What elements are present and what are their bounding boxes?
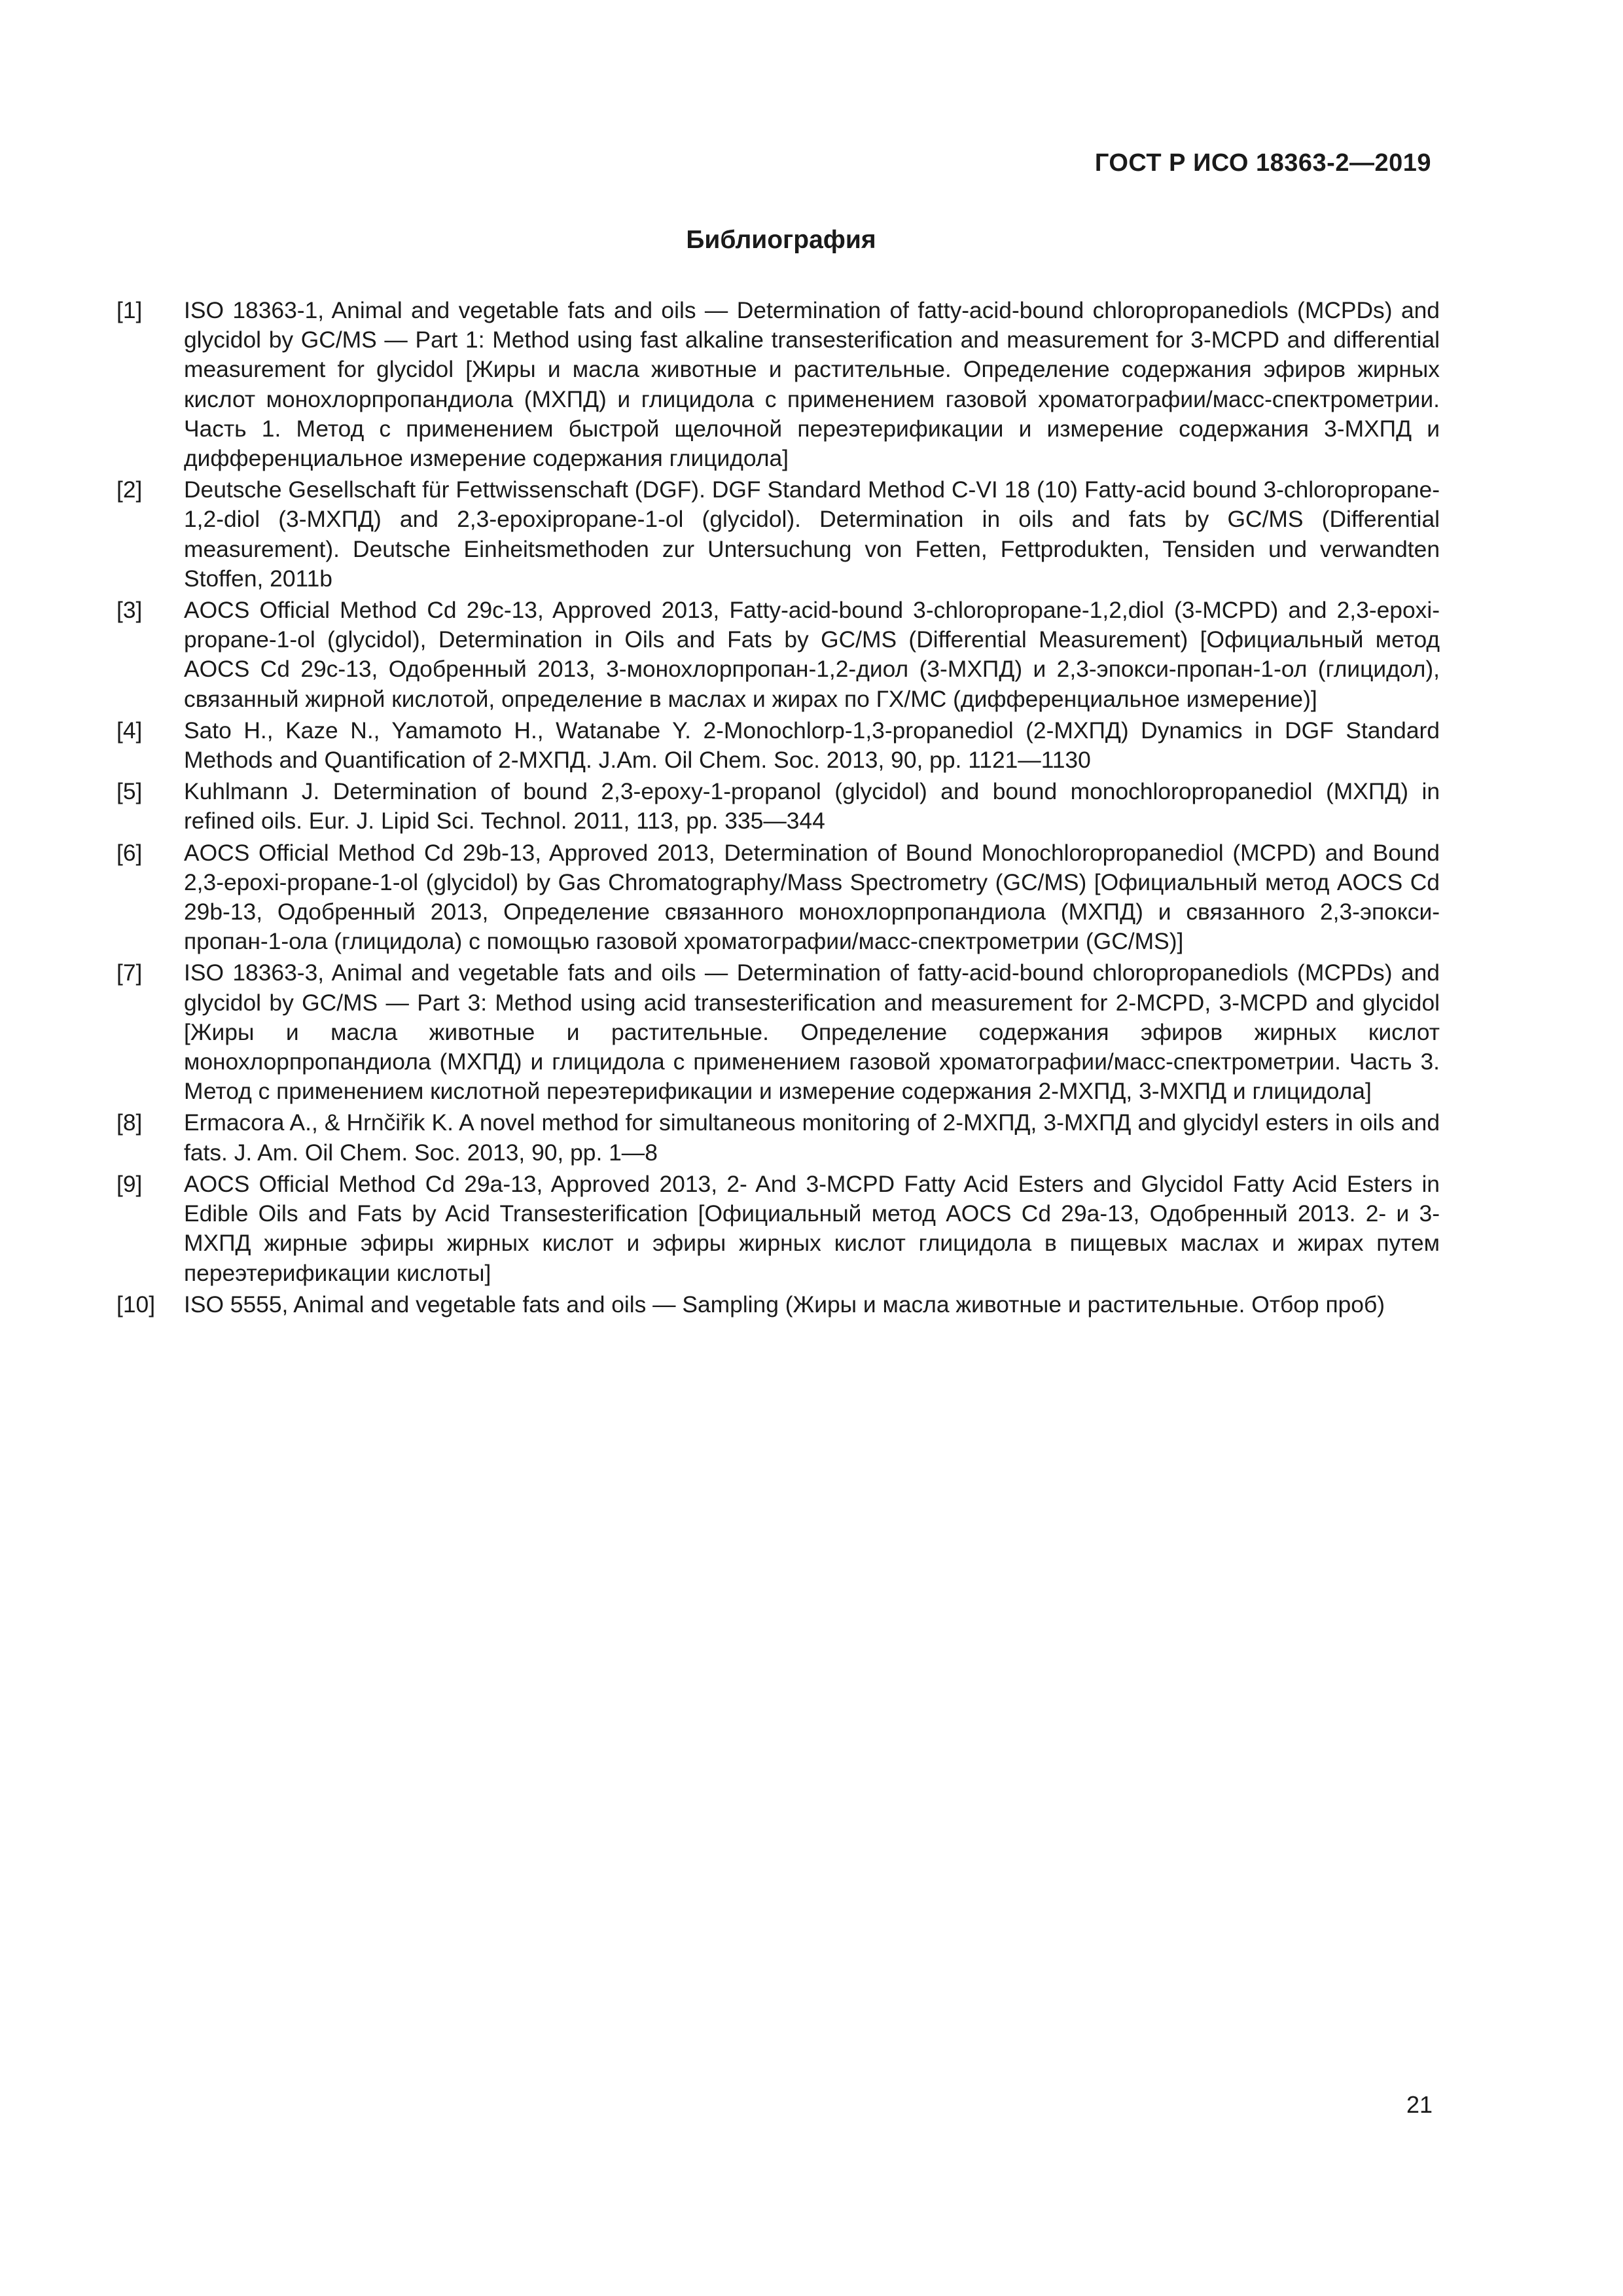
entry-number: [6] [116, 839, 143, 866]
page-number: 21 [1406, 2091, 1433, 2118]
entry-number: [7] [116, 960, 143, 986]
entry-text: AOCS Official Method Cd 29a-13, Approved 2013, 2- And 3-MCPD Fatty Acid Esters and Glycidol Fatty Acid Esters in Edible Oils and Fats by Acid Transesterification [Официальный метод AOCS Cd 29a-13, Одобренный 2013. 2- и 3-МХПД жирные эфиры жирных кислот и эфиры жирных кислот глицидола в пищевых маслах и жирах путем переэтерификации кислоты] [184, 1170, 1440, 1286]
entry-number: [3] [116, 597, 143, 624]
bibliography-entry [116, 958, 1440, 1106]
bibliography-entry [116, 596, 1440, 714]
document-code-header: ГОСТ Р ИСО 18363-2—2019 [1094, 149, 1431, 177]
bibliography-entry [116, 777, 1440, 836]
entry-text: ISO 18363-3, Animal and vegetable fats and oils — Determination of fatty-acid-bound chloropropanediols (MCPDs) and glycidol by GC/MS — Part 3: Method using acid transesterification and measurement for 2-MCPD, 3-MCPD and glycidol [Жиры и масла животные и растительные. Определение содержания эфиров жирных кислот монохлорпропандиола (МХПД) и глицидола с применением газовой хроматографии/масс-спектрометрии. Часть 3. Метод с применением кислотной переэтерификации и измерение содержания 2-МХПД, 3-МХПД и глицидола] [184, 960, 1440, 1105]
entry-number: [10] [116, 1291, 156, 1318]
bibliography-entry [116, 1290, 1440, 1319]
entry-number: [5] [116, 778, 143, 805]
bibliography-entry [116, 475, 1440, 594]
bibliography-entry [116, 1170, 1440, 1288]
entry-number: [8] [116, 1109, 143, 1136]
section-title: Библиография [686, 226, 876, 254]
entry-text: Kuhlmann J. Determination of bound 2,3-epoxy-1-propanol (glycidol) and bound monochloropropanediol (МХПД) in refined oils. Eur. J. Lipid Sci. Technol. 2011, 113, pp. 335—344 [184, 778, 1440, 834]
bibliography-entry [116, 716, 1440, 775]
entry-text: Ermacora A., & Hrnčiřik K. A novel method for simultaneous monitoring of 2-МХПД, 3-МХПД and glycidyl esters in oils and fats. J. Am. Oil Chem. Soc. 2013, 90, pp. 1—8 [184, 1109, 1440, 1166]
entry-text: Sato H., Kaze N., Yamamoto H., Watanabe Y. 2-Monochlorp-1,3-propanediol (2-МХПД) Dynamics in DGF Standard Methods and Quantification of 2-МХПД. J.Am. Oil Chem. Soc. 2013, 90, pp. 1121—1130 [184, 717, 1440, 774]
bibliography-list [116, 296, 1440, 1321]
bibliography-entry [116, 296, 1440, 473]
entry-number: [1] [116, 297, 143, 323]
entry-text: Deutsche Gesellschaft für Fettwissenschaft (DGF). DGF Standard Method C-VI 18 (10) Fatty-acid bound 3-chloropropane-1,2-diol (3-МХПД) and 2,3-epoxipropane-1-ol (glycidol). Determination in oils and fats by GC/MS (Differential measurement). Deutsche Einheitsmethoden zur Untersuchung von Fetten, Fettprodukten, Tensiden und verwandten Stoffen, 2011b [184, 476, 1440, 592]
entry-text: AOCS Official Method Cd 29b-13, Approved 2013, Determination of Bound Monochloropropanediol (MCPD) and Bound 2,3-epoxi-propane-1-ol (glycidol) by Gas Chromatography/Mass Spectrometry (GC/MS) [Официальный метод AOCS Cd 29b-13, Одобренный 2013, Определение связанного монохлорпропандиола (МХПД) и связанного 2,3-эпокси-пропан-1-ола (глицидола) с помощью газовой хроматографии/масс-спектрометрии (GC/MS)] [184, 839, 1440, 955]
bibliography-entry [116, 838, 1440, 957]
entry-number: [4] [116, 717, 143, 744]
bibliography-entry [116, 1108, 1440, 1167]
entry-text: ISO 5555, Animal and vegetable fats and oils — Sampling (Жиры и масла животные и растительные. Отбор проб) [184, 1291, 1385, 1318]
entry-number: [9] [116, 1170, 143, 1197]
entry-text: AOCS Official Method Cd 29c-13, Approved 2013, Fatty-acid-bound 3-chloropropane-1,2,diol (3-MCPD) and 2,3-epoxi-propane-1-ol (glycidol), Determination in Oils and Fats by GC/MS (Differential Measurement) [Официальный метод AOCS Cd 29c-13, Одобренный 2013, 3-монохлорпропан-1,2-диол (3-МХПД) и 2,3-эпокси-пропан-1-ол (глицидол), связанный жирной кислотой, определение в маслах и жирах по ГХ/МС (дифференциальное измерение)] [184, 597, 1440, 712]
entry-number: [2] [116, 476, 143, 503]
entry-text: ISO 18363-1, Animal and vegetable fats and oils — Determination of fatty-acid-bound chloropropanediols (MCPDs) and glycidol by GC/MS — Part 1: Method using fast alkaline transesterification and measurement for 3-MCPD and differential measurement for glycidol [Жиры и масла животные и растительные. Определение содержания эфиров жирных кислот монохлорпропандиола (МХПД) и глицидола с применением газовой хроматографии/масс-спектрометрии. Часть 1. Метод с применением быстрой щелочной переэтерификации и измерение содержания 3-МХПД и дифференциальное измерение содержания глицидола] [184, 297, 1440, 472]
